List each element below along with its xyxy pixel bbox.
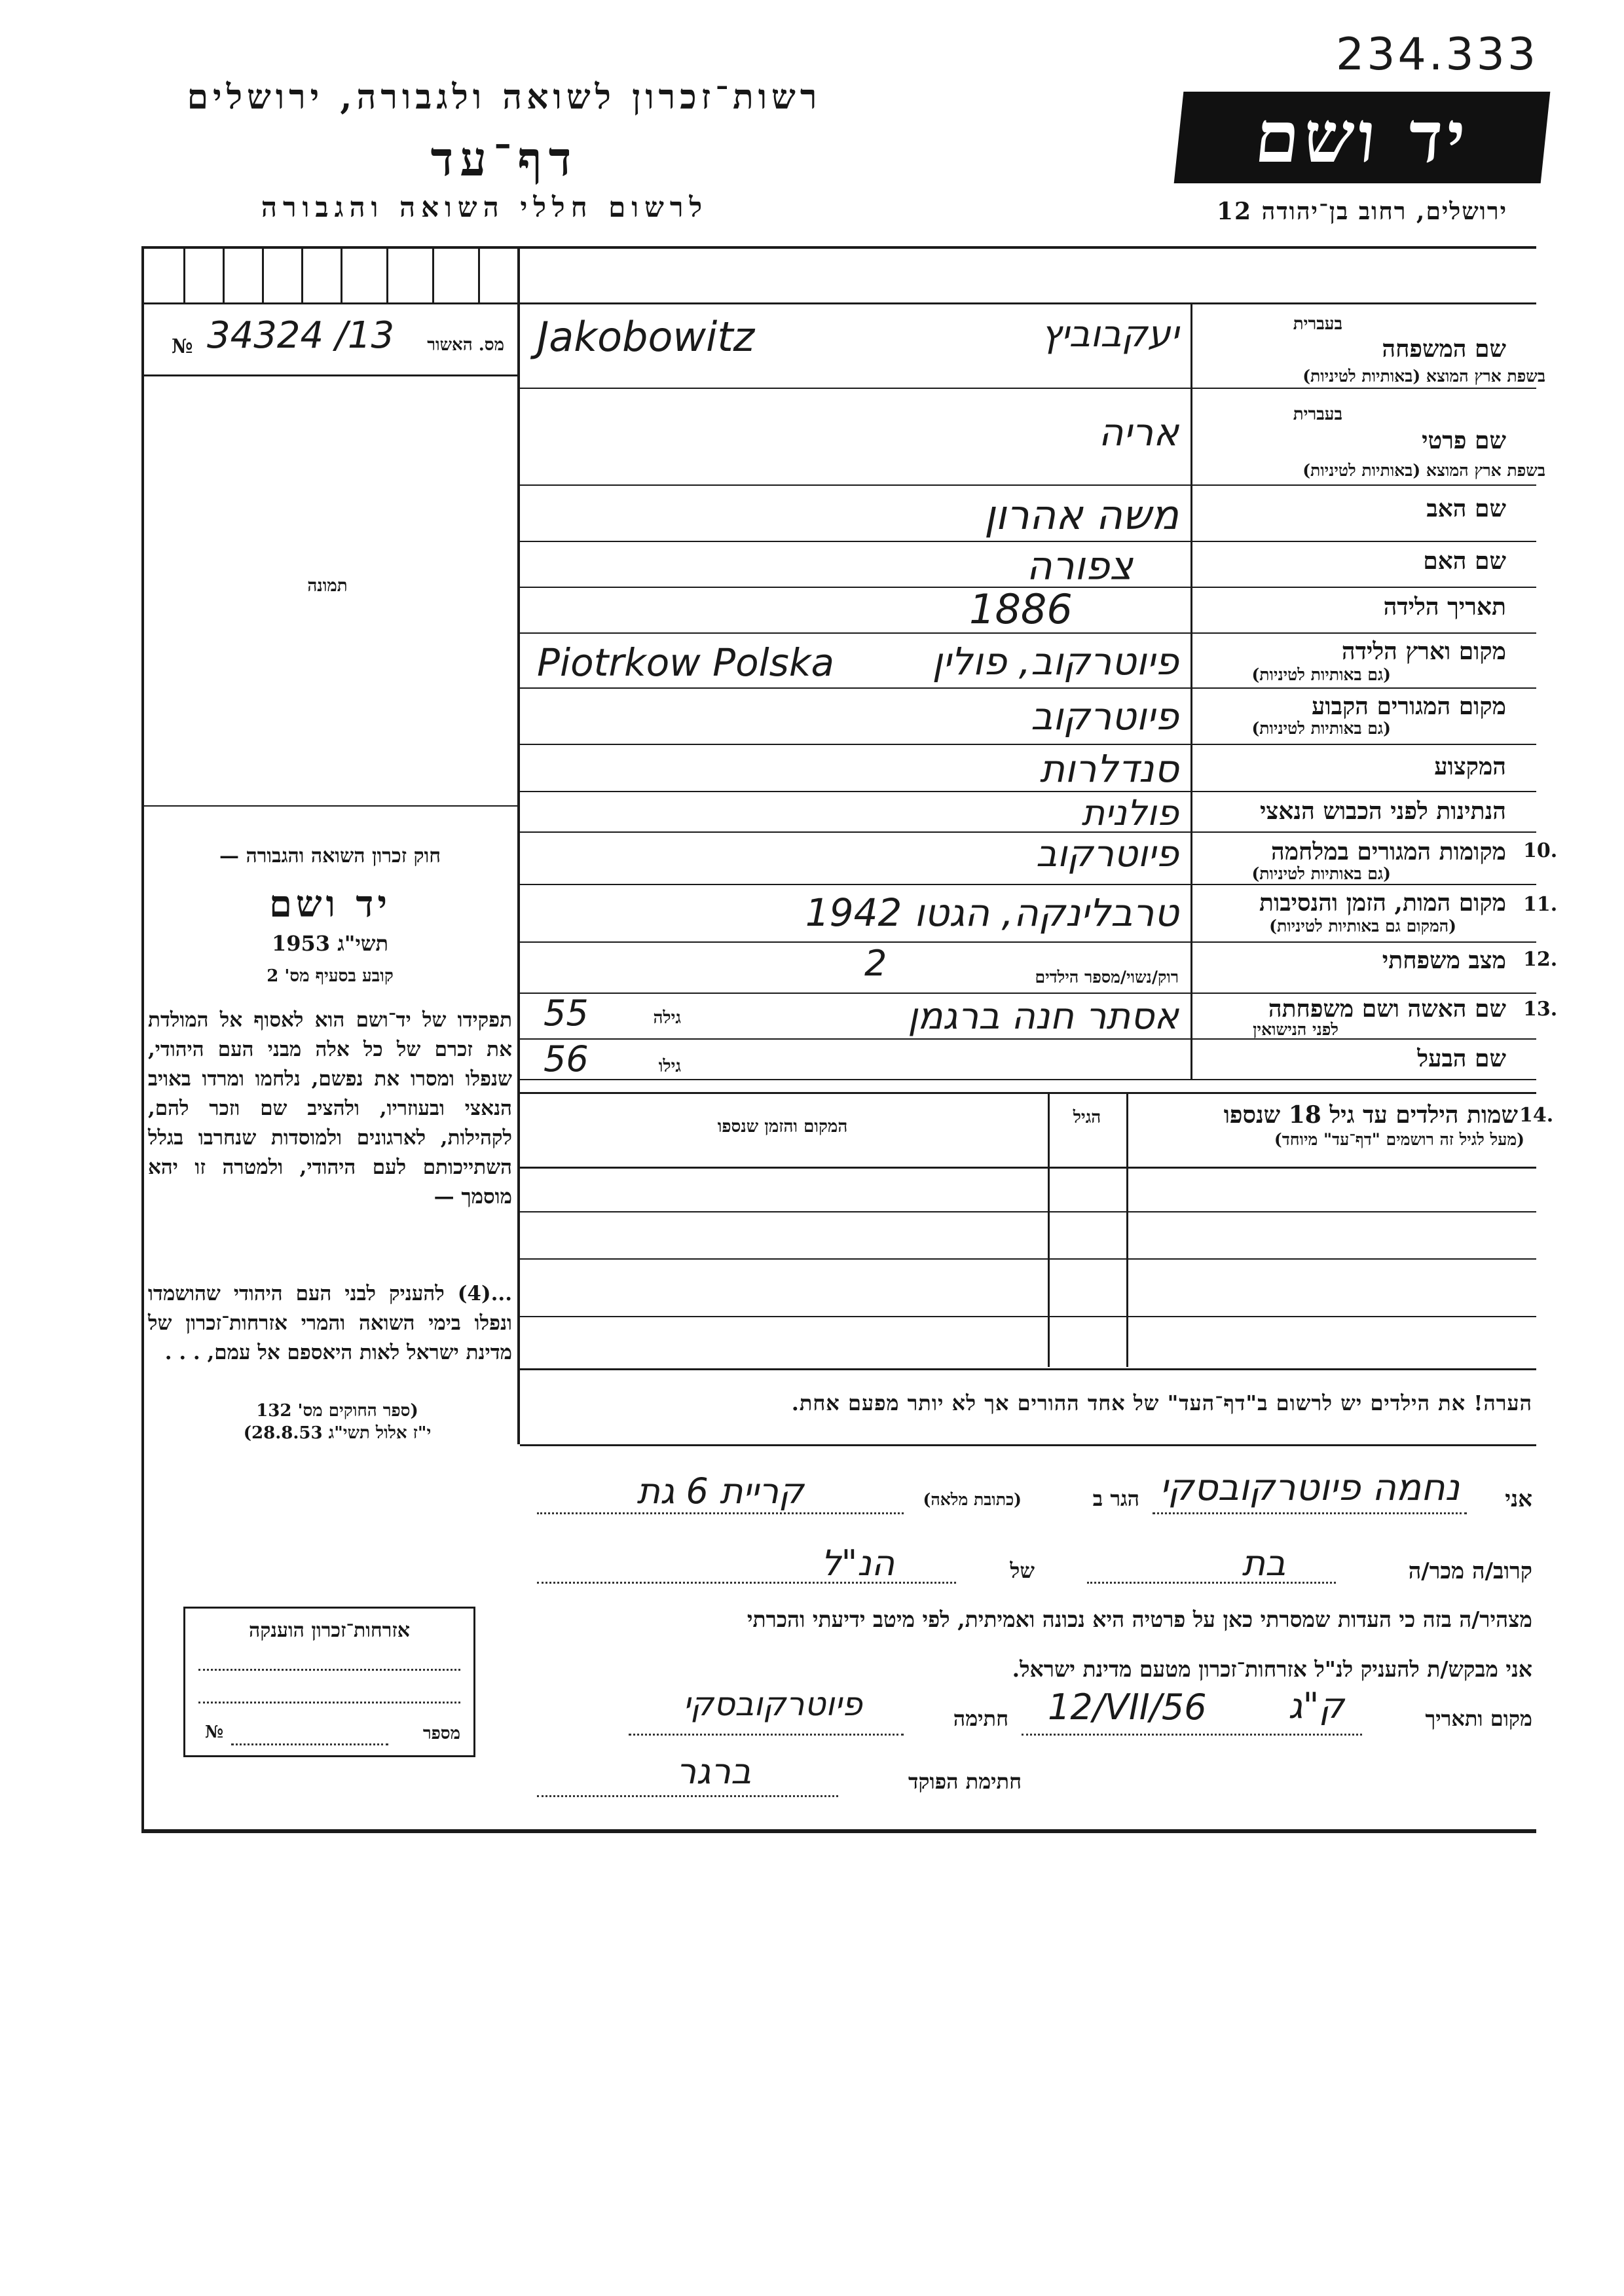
family-name-value-latin[interactable]: Jakobowitz [537, 313, 755, 361]
note-underline [520, 1444, 1536, 1446]
form-title: דף־עד [430, 131, 578, 187]
marital-status-sublabel: רוק/נשוי/מספר הילדים [1035, 968, 1179, 987]
birth-place-sublabel: (גם באותיות לטיניות) [1251, 665, 1391, 684]
children-row-line [520, 1211, 1536, 1212]
row-line [520, 744, 1536, 745]
husband-age-label: גילו [658, 1057, 681, 1076]
code-box-divider [386, 246, 388, 304]
declarant-name-line [1153, 1512, 1467, 1514]
citizenship-box-line-1 [198, 1669, 460, 1671]
children-col-age: הגיל [1073, 1108, 1101, 1127]
declarant-resides-label: הגר ב [1092, 1486, 1139, 1511]
children-count-value[interactable]: 2 [864, 943, 887, 984]
birth-date-label: תאריך הלידה [1383, 593, 1506, 621]
row-line [520, 541, 1536, 542]
form-subtitle: לרשום חללי השואה והגבורה [261, 191, 709, 223]
children-section-label: שמות הילדים עד גיל 18 שנספו [1223, 1101, 1518, 1129]
field-number-12: 12. [1523, 948, 1558, 971]
mother-name-label: שם האם [1423, 547, 1506, 575]
law-source: (ספר החוקים מס' 132 [256, 1401, 418, 1421]
family-name-sublabel: בשפת ארץ המוצא (באותיות לטיניות) [1302, 367, 1545, 386]
family-name-hebrew-tag: בעברית [1293, 314, 1342, 334]
children-col-divider [1126, 1092, 1128, 1367]
residence-value[interactable]: פיוטרקוב [1031, 694, 1179, 738]
first-name-sublabel: בשפת ארץ המוצא (באותיות לטיניות) [1302, 461, 1545, 480]
husband-name-label: שם הבעל [1417, 1045, 1506, 1072]
profession-label: המקצוע [1434, 753, 1506, 780]
authority-line: רשות־זכרון לשואה ולגבורה, ירושלים [187, 77, 822, 117]
date-value[interactable]: 12/VII/56 [1048, 1686, 1207, 1728]
relation-label: קרוב/ה מכר/ה [1408, 1558, 1532, 1584]
birth-place-label: מקום וארץ הלידה [1341, 638, 1506, 665]
children-row-line [520, 1316, 1536, 1317]
law-year: תשי"ג 1953 [272, 931, 388, 956]
row-line [520, 1038, 1536, 1040]
profession-value[interactable]: סנדלרות [1039, 746, 1179, 791]
declarant-address-line [537, 1512, 904, 1514]
citizenship-value[interactable]: פולנית [1081, 792, 1179, 833]
children-section-sublabel: (מעל לגיל זה רושמים "דף־עד" מיוחד) [1274, 1130, 1524, 1149]
family-name-value-hebrew[interactable]: יעקבוביץ [1041, 313, 1179, 355]
frame-top [141, 246, 1536, 249]
signature-label: חתימה [953, 1706, 1008, 1731]
death-label: מקום המות, הזמן והנסיבות [1259, 889, 1506, 917]
declaration-text: מצהיר/ה בזה כי העדות שמסרתי כאן על פרטיה היא נכונה ואמיתית, לפי מיטב ידיעתי והכרתי [747, 1607, 1532, 1632]
first-name-value[interactable]: אריה [1098, 410, 1179, 454]
code-box-divider [478, 246, 480, 304]
death-sublabel: (המקום גם באותיות לטיניות) [1269, 917, 1456, 936]
residence-label: מקום המגורים הקבוע [1312, 693, 1506, 720]
declarant-address[interactable]: קריית 6 גת [637, 1470, 804, 1512]
birth-date-value[interactable]: 1886 [969, 585, 1073, 633]
wife-age-value[interactable]: 55 [544, 993, 589, 1034]
death-value[interactable]: טרבלינקה, הגטו 1942 [805, 890, 1179, 935]
children-col-place: המקום והזמן שנספו [717, 1117, 848, 1137]
residence-sublabel: (גם באותיות לטיניות) [1251, 719, 1391, 738]
officer-label: חתימת הפוקד [908, 1769, 1022, 1794]
photo-label: תמונה [307, 576, 348, 596]
children-row-line [520, 1258, 1536, 1260]
of-line [537, 1582, 956, 1584]
children-header-bottom [520, 1167, 1536, 1169]
row-line [520, 1079, 1536, 1080]
wife-name-sublabel: לפני הנישואין [1253, 1020, 1338, 1039]
officer-signature[interactable]: ברגר [676, 1751, 752, 1792]
declarant-i-label: אני [1505, 1486, 1532, 1512]
officer-line [537, 1795, 838, 1797]
row-line [520, 993, 1536, 994]
code-strip-bottom [141, 302, 1536, 304]
children-section-number: 14. [1519, 1104, 1554, 1127]
citizenship-box-symbol: № [205, 1722, 224, 1742]
yad-vashem-logo [1174, 92, 1551, 183]
first-name-hebrew-tag: בעברית [1293, 405, 1342, 424]
law-name: יד ושם [268, 883, 392, 926]
marital-status-label: מצב משפחתי [1382, 947, 1506, 974]
address: ירושלים, רחוב בן־יהודה 12 [1216, 198, 1508, 225]
citizenship-box [183, 1607, 475, 1757]
of-label: של [1010, 1558, 1035, 1583]
code-box-divider [341, 246, 342, 304]
row-line [520, 941, 1536, 943]
first-name-label: שם פרטי [1422, 427, 1506, 454]
children-header-top [520, 1092, 1536, 1094]
birth-place-value-hebrew[interactable]: פיוטרקוב, פולין [932, 639, 1179, 683]
citizenship-label: הנתינות לפני הכבוש הנאצי [1259, 797, 1506, 825]
family-name-label: שם המשפחה [1382, 335, 1506, 363]
wartime-residence-label: מקומות המגורים במלחמה [1271, 838, 1506, 866]
place-date-label: מקום ותאריך [1425, 1706, 1532, 1731]
children-table-bottom [520, 1368, 1536, 1370]
relation-line [1087, 1582, 1336, 1584]
law-text-2: ...(4) להעניק לבני העם היהודי שהושמדו ונפלו בימי השואה והמרי אזרחות־זכרון של מדינת ישראל לאות היאספם אל עמם, . . . [148, 1282, 512, 1364]
code-box-divider [183, 246, 185, 304]
citizenship-box-number-label: מספר [422, 1724, 460, 1743]
field-number-13: 13. [1523, 998, 1558, 1021]
declarant-name[interactable]: נחמה פיוטרקובסקי [1159, 1467, 1460, 1509]
citizenship-box-title: אזרחות־זכרון הוענקה [248, 1619, 411, 1642]
logo-text: יד ושם [1251, 96, 1473, 179]
father-name-label: שם האב [1426, 495, 1506, 522]
row-line [520, 388, 1536, 389]
signature-value[interactable]: פיוטרקובסקי [683, 1685, 862, 1723]
frame-bottom [141, 1829, 1536, 1833]
field-number-10: 10. [1523, 839, 1558, 862]
label-column-divider [1190, 302, 1192, 1079]
wartime-residence-sublabel: (גם באותיות לטיניות) [1251, 864, 1391, 883]
left-column-divider [517, 246, 520, 1444]
law-text: תפקידו של יד־ושם הוא לאסוף אל המולדת את זכרם של כל אלה מבני העם היהודי, שנפלו ומסרו את נפשם, נלחמו ומרדו באויב הנאצי ובעוזריו, ולהציב שם וזכר להם, לקהילות, לארגונים ולמוסדות שנחרבו בגלל השתייכותם לעם היהודי, ולמטרה זו יהא מוסמך — [148, 1008, 512, 1209]
wife-name-label: שם האשה ושם משפחתה [1268, 995, 1506, 1023]
row-line [520, 484, 1536, 486]
place-value[interactable]: ק"ג [1288, 1685, 1344, 1726]
code-box-divider [262, 246, 264, 304]
serial-number: 234.333 [1336, 29, 1539, 81]
request-text: אני מבקש/ת להעניק לנ"ל אזרחות־זכרון מטעם מדינת ישראל. [1012, 1656, 1532, 1682]
citizenship-box-line-2 [198, 1702, 460, 1704]
registration-number: 34324 /13 [207, 314, 395, 357]
of-value[interactable]: הנ"ל [821, 1542, 895, 1584]
wife-name-value[interactable]: אסתר חנה ברגמן [908, 995, 1179, 1038]
registration-symbol: № [172, 335, 193, 358]
children-col-divider [1048, 1092, 1050, 1367]
code-box-divider [301, 246, 303, 304]
field-number-11: 11. [1523, 893, 1558, 916]
registration-label: מס. האשור [427, 335, 504, 355]
law-clause: קובע בסעיף מס' 2 [267, 966, 394, 986]
row-line [520, 687, 1536, 689]
father-name-value[interactable]: משה אהרון [984, 491, 1179, 539]
declarant-address-note: (כתובת מלאה) [923, 1490, 1022, 1509]
law-date: י"ז אלול תשי"ג 28.8.53) [243, 1423, 432, 1443]
husband-age-value[interactable]: 56 [544, 1038, 589, 1080]
law-title: חוק זכרון השואה והגבורה — [219, 845, 441, 867]
relation-value[interactable]: בת [1242, 1542, 1286, 1584]
mother-name-value[interactable]: צפורה [1026, 543, 1133, 589]
citizenship-box-number-line [231, 1743, 388, 1745]
row-line [520, 884, 1536, 885]
wartime-residence-value[interactable]: פיוטרקוב [1035, 833, 1179, 875]
wife-age-label: גילה [653, 1008, 681, 1028]
registration-underline [144, 374, 517, 376]
frame-left [141, 246, 144, 1831]
children-note: הערה! את הילדים יש לרשום ב"דף־העד" של אחד ההורים אך לא יותר מפעם אחת. [791, 1391, 1532, 1415]
place-date-line [1022, 1734, 1362, 1736]
code-box-divider [432, 246, 434, 304]
signature-line [629, 1734, 904, 1736]
code-box-divider [223, 246, 225, 304]
law-box-top-line [144, 805, 517, 807]
birth-place-value-latin[interactable]: Piotrkow Polska [537, 640, 835, 685]
